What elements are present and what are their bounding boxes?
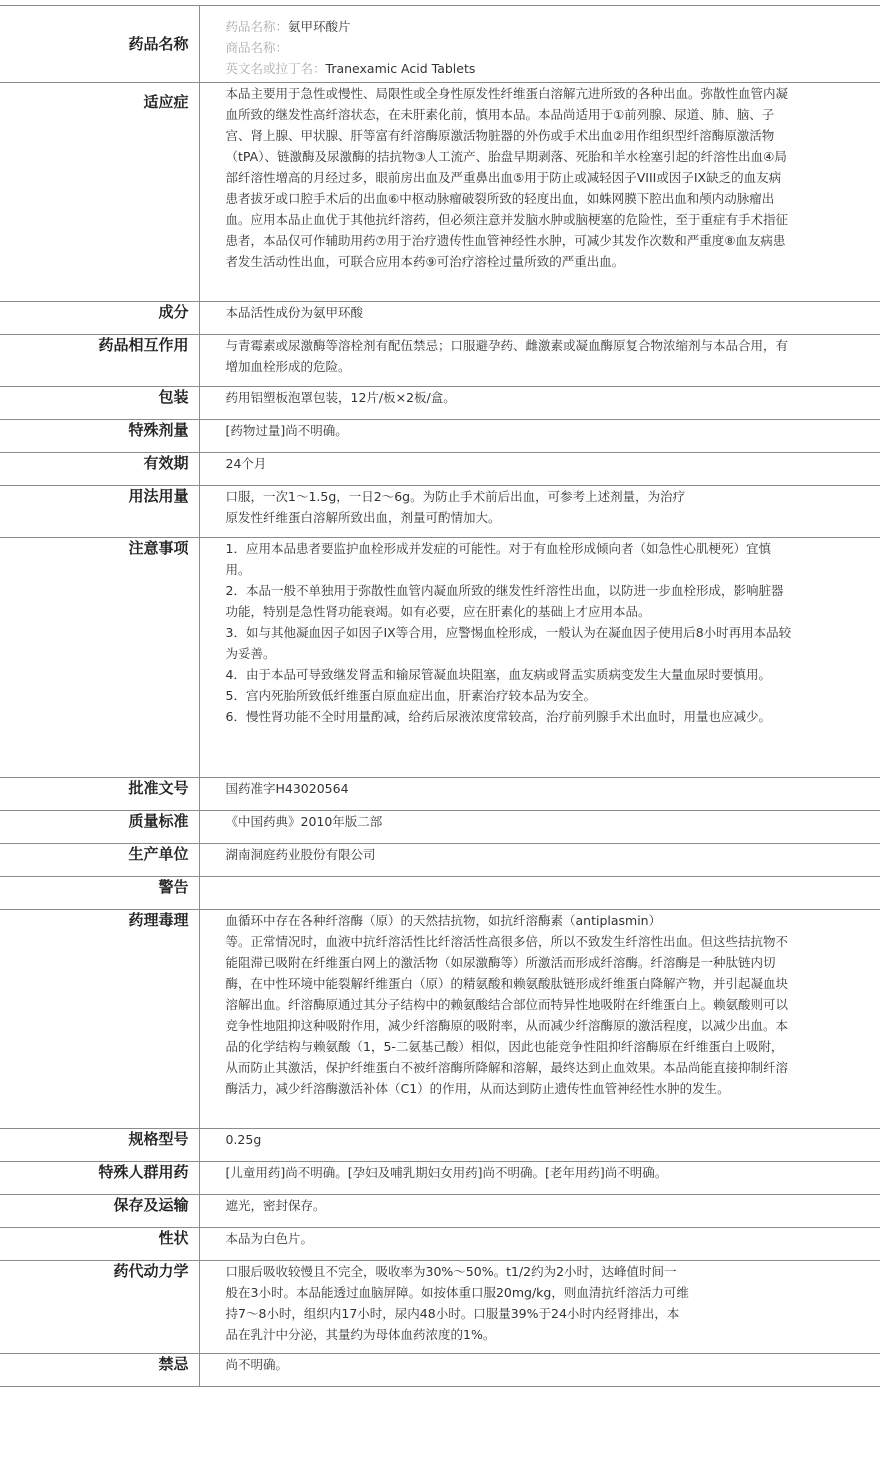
row-value: 尚不明确。 [199, 1354, 880, 1387]
row-value: 《中国药典》2010年版二部 [199, 811, 880, 844]
pharmacokinetics-line: 般在3小时。本品能透过血脑屏障。如按体重口服20mg/kg，则血清抗纤溶活力可维 [225, 1285, 689, 1300]
row-value: 24个月 [199, 453, 880, 486]
row-value [199, 1261, 880, 1354]
precaution-item: 2．本品一般不单独用于弥散性血管内凝血所致的继发性纤溶性出血，以防进一步血栓形成，影响脏器功能，特别是急性肾功能衰竭。如有必要，应在肝素化的基础上才应用本品。 [225, 583, 784, 619]
row-label: 规格型号 [0, 1129, 199, 1162]
pharmacology-line: 血循环中存在各种纤溶酶（原）的天然拮抗物，如抗纤溶酶素（antiplasmin） [225, 913, 662, 928]
row-label: 成分 [0, 302, 199, 335]
drug-info-table [0, 5, 880, 1387]
row-precautions [0, 538, 880, 778]
row-quality-standard [0, 811, 880, 844]
drug-names [199, 6, 880, 83]
row-label: 药代动力学 [0, 1261, 199, 1354]
row-value: 本品活性成份为氨甲环酸 [199, 302, 880, 335]
precaution-item: 1．应用本品患者要监护血栓形成并发症的可能性。对于有血栓形成倾向者（如急性心肌梗死）宜慎用。 [225, 541, 771, 577]
row-value [199, 877, 880, 910]
row-value [199, 486, 880, 538]
pharmacokinetics-line: 品在乳汁中分泌，其量约为母体血药浓度的1%。 [225, 1327, 496, 1342]
trade-name-key: 商品名称： [225, 40, 289, 55]
row-storage [0, 1195, 880, 1228]
row-pharmacology [0, 910, 880, 1129]
row-label: 注意事项 [0, 538, 199, 778]
row-warning [0, 877, 880, 910]
precaution-item: 5．宫内死胎所致低纤维蛋白原血症出血，肝素治疗较本品为安全。 [225, 688, 596, 703]
row-value: [药物过量]尚不明确。 [199, 420, 880, 453]
row-indications [0, 83, 880, 302]
row-specification [0, 1129, 880, 1162]
row-ingredients [0, 302, 880, 335]
row-value [199, 910, 880, 1129]
generic-name-key: 药品名称： [225, 19, 289, 34]
row-label: 有效期 [0, 453, 199, 486]
row-drug-name [0, 6, 880, 83]
precaution-item: 3．如与其他凝血因子如因子IX等合用，应警惕血栓形成，一般认为在凝血因子使用后8小时再用本品较为妥善。 [225, 625, 792, 661]
row-label: 药品相互作用 [0, 335, 199, 387]
row-value: 湖南洞庭药业股份有限公司 [199, 844, 880, 877]
row-pharmacokinetics [0, 1261, 880, 1354]
precaution-item: 4．由于本品可导致继发肾盂和输尿管凝血块阻塞，血友病或肾盂实质病变发生大量血尿时要慎用。 [225, 667, 771, 682]
row-label: 禁忌 [0, 1354, 199, 1387]
row-special-populations [0, 1162, 880, 1195]
dosage-line: 口服，一次1～1.5g，一日2～6g。为防止手术前后出血，可参考上述剂量，为治疗 [225, 489, 686, 504]
english-name-key: 英文名或拉丁名： [225, 61, 326, 76]
row-value: [儿童用药]尚不明确。[孕妇及哺乳期妇女用药]尚不明确。[老年用药]尚不明确。 [199, 1162, 880, 1195]
row-approval-number [0, 778, 880, 811]
row-label: 保存及运输 [0, 1195, 199, 1228]
row-value: 药用铝塑板泡罩包装，12片/板×2板/盒。 [199, 387, 880, 420]
generic-name-value: 氨甲环酸片 [288, 19, 351, 34]
trade-name-line [226, 37, 793, 58]
english-name-value: Tranexamic Acid Tablets [325, 61, 476, 76]
row-label: 生产单位 [0, 844, 199, 877]
row-label: 药理毒理 [0, 910, 199, 1129]
pharmacokinetics-line: 持7～8小时，组织内17小时，尿内48小时。口服量39%于24小时内经肾排出，本 [225, 1306, 680, 1321]
row-interactions [0, 335, 880, 387]
row-description [0, 1228, 880, 1261]
pharmacology-paragraph: 等。正常情况时，血液中抗纤溶活性比纤溶活性高很多倍，所以不致发生纤溶性出血。但这些拮抗物不能阻滞已吸附在纤维蛋白网上的激活物（如尿激酶等）所激活而形成纤溶酶。纤溶酶是一种肽链内切酶，在中性环境中能裂解纤维蛋白（原）的精氨酸和赖氨酸肽链形成纤维蛋白降解产物，并引起凝血块溶解出血。纤溶酶原通过其分子结构中的赖氨酸结合部位而特异性地吸附在纤维蛋白上。赖氨酸则可以竞争性地阻抑这种吸附作用，减少纤溶酶原的吸附率，从而减少纤溶酶原的激活程度，以减少出血。本品的化学结构与赖氨酸（1，5-二氨基己酸）相似，因此也能竞争性阻抑纤溶酶原在纤维蛋白上吸附，从而防止其激活，保护纤维蛋白不被纤溶酶所降解和溶解，最终达到止血效果。本品尚能直接抑制纤溶酶活力，减少纤溶酶激活补体（C1）的作用，从而达到防止遗传性血管神经性水肿的发生。 [225, 934, 789, 1096]
row-value [199, 538, 880, 778]
row-label: 警告 [0, 877, 199, 910]
pharmacokinetics-line: 口服后吸收较慢且不完全，吸收率为30%～50%。t1/2约为2小时，达峰值时间一 [225, 1264, 677, 1279]
row-value: 0.25g [199, 1129, 880, 1162]
precaution-item: 6．慢性肾功能不全时用量酌减，给药后尿液浓度常较高，治疗前列腺手术出血时，用量也应减少。 [225, 709, 771, 724]
row-value: 国药准字H43020564 [199, 778, 880, 811]
row-dosage [0, 486, 880, 538]
row-special-dosage [0, 420, 880, 453]
row-packaging [0, 387, 880, 420]
row-value: 本品为白色片。 [199, 1228, 880, 1261]
row-label: 特殊人群用药 [0, 1162, 199, 1195]
row-label: 药品名称 [0, 6, 199, 83]
generic-name-line [226, 16, 793, 37]
row-manufacturer [0, 844, 880, 877]
row-label: 特殊剂量 [0, 420, 199, 453]
row-value: 本品主要用于急性或慢性、局限性或全身性原发性纤维蛋白溶解亢进所致的各种出血。弥散性血管内凝血所致的继发性高纤溶状态，在未肝素化前，慎用本品。本品尚适用于①前列腺、尿道、肺、脑、子宫、肾上腺、甲状腺、肝等富有纤溶酶原激活物脏器的外伤或手术出血②用作组织型纤溶酶原激活物（tPA）、链激酶及尿激酶的拮抗物③人工流产、胎盘早期剥落、死胎和羊水栓塞引起的纤溶性出血④局部纤溶性增高的月经过多，眼前房出血及严重鼻出血⑤用于防止或减轻因子VIII或因子IX缺乏的血友病患者拔牙或口腔手术后的出血⑥中枢动脉瘤破裂所致的轻度出血，如蛛网膜下腔出血和颅内动脉瘤出血。应用本品止血优于其他抗纤溶药，但必须注意并发脑水肿或脑梗塞的危险性，至于重症有手术指征患者，本品仅可作辅助用药⑦用于治疗遗传性血管神经性水肿，可减少其发作次数和严重度⑧血友病患者发生活动性出血，可联合应用本药⑨可治疗溶栓过量所致的严重出血。 [199, 83, 880, 302]
dosage-line: 原发性纤维蛋白溶解所致出血，剂量可酌情加大。 [225, 510, 501, 525]
row-value: 与青霉素或尿激酶等溶栓剂有配伍禁忌；口服避孕药、雌激素或凝血酶原复合物浓缩剂与本品合用，有增加血栓形成的危险。 [199, 335, 880, 387]
row-label: 包装 [0, 387, 199, 420]
row-label: 性状 [0, 1228, 199, 1261]
row-label: 适应症 [0, 83, 199, 302]
row-label: 用法用量 [0, 486, 199, 538]
row-value: 遮光，密封保存。 [199, 1195, 880, 1228]
row-label: 质量标准 [0, 811, 199, 844]
row-shelf-life [0, 453, 880, 486]
row-contraindications [0, 1354, 880, 1387]
english-name-line [226, 58, 793, 79]
row-label: 批准文号 [0, 778, 199, 811]
